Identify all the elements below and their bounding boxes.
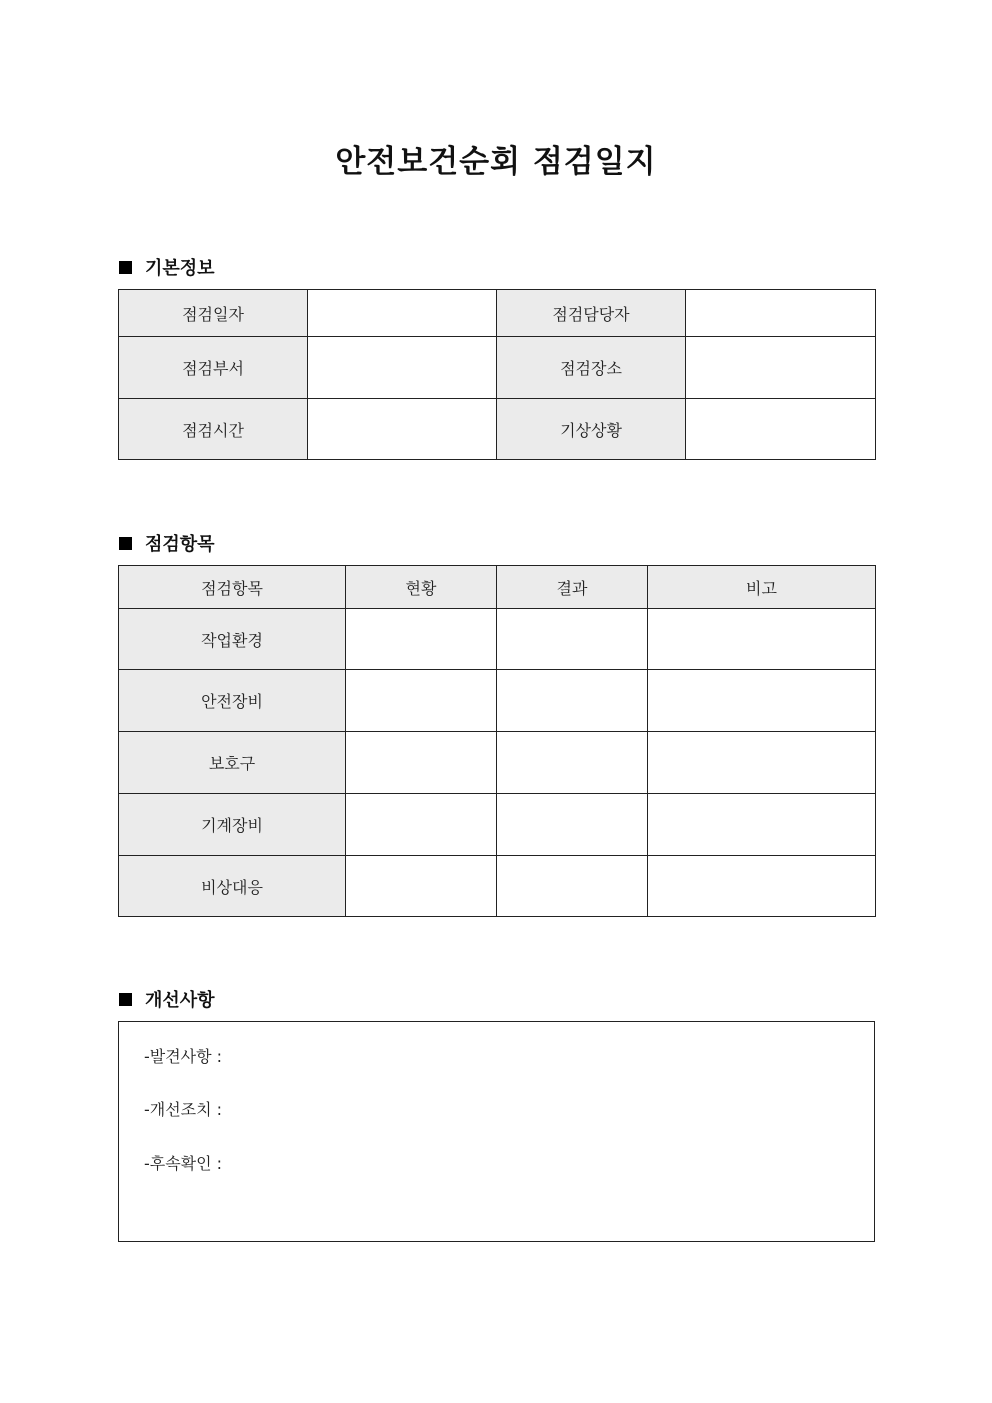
status-cell[interactable]	[346, 856, 497, 917]
page-title: 안전보건순회 점검일지	[335, 144, 657, 180]
label-cell: 점검장소	[497, 337, 686, 399]
section-title: 개선사항	[145, 990, 215, 1011]
label-cell: 점검부서	[119, 337, 308, 399]
note-cell[interactable]	[648, 609, 876, 670]
follow-up-line: -후속확인 :	[144, 1154, 223, 1173]
status-cell[interactable]	[346, 609, 497, 670]
inspector-field[interactable]	[686, 290, 876, 337]
item-label: 안전장비	[119, 670, 346, 732]
status-cell[interactable]	[346, 732, 497, 794]
findings-line: -발견사항 :	[144, 1047, 223, 1066]
table-row	[119, 290, 876, 337]
inspection-date-field[interactable]	[308, 290, 497, 337]
label-cell: 기상상황	[497, 399, 686, 460]
square-bullet-icon	[119, 993, 132, 1006]
label-cell: 점검담당자	[497, 290, 686, 337]
section-heading-basic-info	[119, 254, 215, 280]
square-bullet-icon	[119, 261, 132, 274]
note-cell[interactable]	[648, 670, 876, 732]
table-row	[119, 670, 876, 732]
table-row	[119, 794, 876, 856]
table-row	[119, 732, 876, 794]
item-label: 비상대응	[119, 856, 346, 917]
weather-field[interactable]	[686, 399, 876, 460]
column-header: 비고	[648, 566, 876, 609]
time-field[interactable]	[308, 399, 497, 460]
result-cell[interactable]	[497, 856, 648, 917]
section-heading-improvements	[119, 986, 215, 1012]
item-label: 작업환경	[119, 609, 346, 670]
section-title: 점검항목	[145, 534, 215, 555]
note-cell[interactable]	[648, 732, 876, 794]
label-cell: 점검시간	[119, 399, 308, 460]
column-header: 결과	[497, 566, 648, 609]
note-cell[interactable]	[648, 856, 876, 917]
square-bullet-icon	[119, 537, 132, 550]
section-title: 기본정보	[145, 258, 215, 279]
label-cell: 점검일자	[119, 290, 308, 337]
department-field[interactable]	[308, 337, 497, 399]
item-label: 기계장비	[119, 794, 346, 856]
column-header: 점검항목	[119, 566, 346, 609]
status-cell[interactable]	[346, 670, 497, 732]
result-cell[interactable]	[497, 794, 648, 856]
section-heading-check-items	[119, 530, 215, 556]
corrective-action-line: -개선조치 :	[144, 1100, 223, 1119]
location-field[interactable]	[686, 337, 876, 399]
table-row	[119, 856, 876, 917]
table-row	[119, 337, 876, 399]
table-row	[119, 399, 876, 460]
improvements-box[interactable]	[118, 1021, 875, 1242]
status-cell[interactable]	[346, 794, 497, 856]
note-cell[interactable]	[648, 794, 876, 856]
basic-info-table	[118, 289, 876, 460]
column-header: 현황	[346, 566, 497, 609]
table-row	[119, 609, 876, 670]
result-cell[interactable]	[497, 670, 648, 732]
result-cell[interactable]	[497, 732, 648, 794]
table-header-row	[119, 566, 876, 609]
result-cell[interactable]	[497, 609, 648, 670]
item-label: 보호구	[119, 732, 346, 794]
check-items-table	[118, 565, 876, 917]
